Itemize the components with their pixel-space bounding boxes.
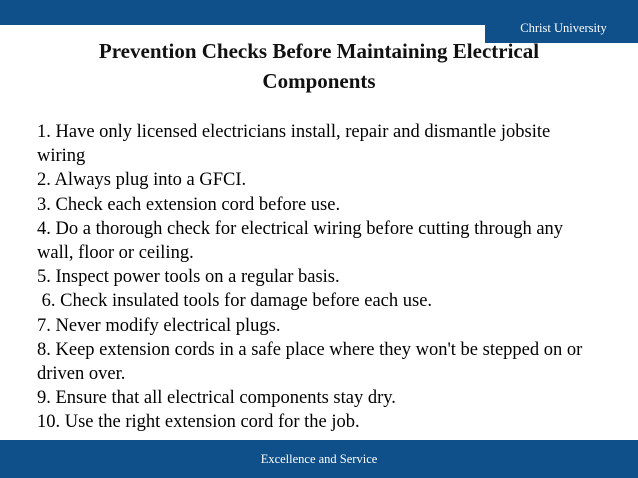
prevention-checklist	[37, 120, 597, 435]
checklist-item: 6. Check insulated tools for damage before each use.	[37, 291, 433, 312]
footer-tagline: Excellence and Service	[260, 452, 378, 466]
checklist-item: 4. Do a thorough check for electrical wiring before cutting through any wall, floor or ceiling.	[37, 218, 564, 264]
org-label: Christ University	[485, 13, 638, 43]
checklist-item: 1. Have only licensed electricians install, repair and dismantle jobsite wiring	[37, 122, 551, 167]
checklist-item: 9. Ensure that all electrical components stay dry.	[37, 388, 396, 409]
checklist-item: 5. Inspect power tools on a regular basis.	[37, 267, 340, 288]
checklist-item: 7. Never modify electrical plugs.	[37, 315, 281, 336]
checklist-item: 10. Use the right extension cord for the job.	[37, 412, 360, 433]
slide-title: Prevention Checks Before Maintaining Electrical Components	[98, 39, 540, 93]
checklist-item: 2. Always plug into a GFCI.	[37, 170, 247, 191]
checklist-item: 8. Keep extension cords in a safe place where they won't be stepped on or driven over.	[37, 339, 583, 385]
checklist-item: 3. Check each extension cord before use.	[37, 194, 341, 215]
